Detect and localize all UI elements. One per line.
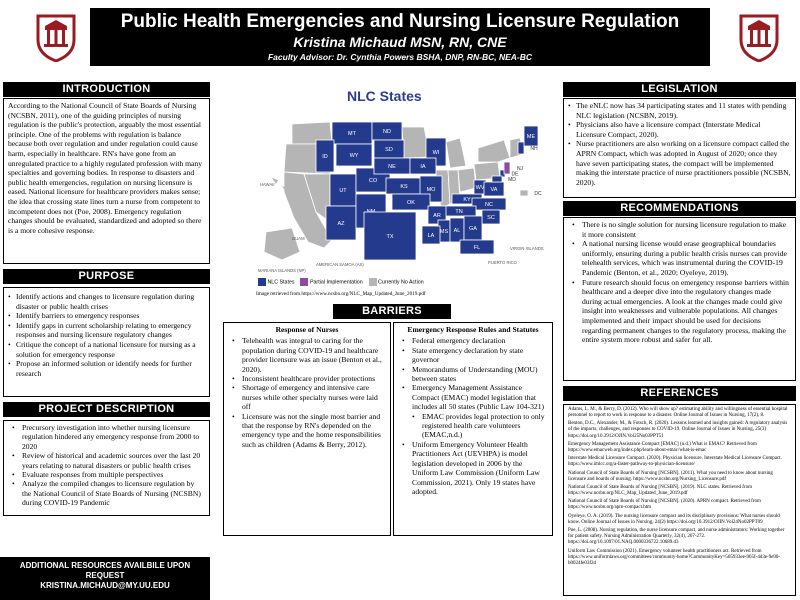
legend-swatch-partial [300,278,308,286]
reference-item: Adams, L. M., & Berry, D. (2012). Who will show up? estimating ability and willingness of essential hospital personnel to report to work in response to a disaster. Online Journal of Issues in Nursing, 17(2), 8. [568,407,788,419]
state-label-ia: IA [420,164,426,170]
barrier-item: • Licensure was not the single most barrier and that the response by RN's depended on the emergency type and the home responsibilities such as children (Adams & Berry, 2012). [228,412,386,450]
contact-email[interactable]: KRISTINA.MICHAUD@MY.UU.EDU [40,581,170,590]
territory-samoa: AMERICAN SAMOA (AS) [316,262,364,267]
state-ny [478,140,510,162]
purpose-item: • Identify barriers to emergency responses [8,311,205,321]
project-box [3,420,210,516]
map-title: NLC States [347,88,422,104]
state-label-wy: WY [349,153,359,159]
reference-item: Poe, L. (2008). Nursing regulation, the nurse licensure compact, and nurse administrators: Working together for patient safety. Nursing Administration Quarterly, 32(4), 267-272. https://doi.org/10.1097/01.NAQ.0000336722.10689.d3 [568,528,785,546]
state-label-nc: NC [485,202,493,208]
poster-title: Public Health Emergencies and Nursing Licensure Regulation [120,11,680,32]
state-label-mt: MT [348,131,356,137]
purpose-item: • Identify gaps in current scholarship relating to emergency responses and nursing licensure regulatory changes [8,321,205,340]
state-label-ar: AR [433,213,441,219]
project-item: • Analyze the compiled changes to licensure regulation by the National Council of State Boards of Nursing (NCSBN) during COVID-19 Pandemic [8,479,205,507]
rule-item: • State emergency declaration by state governor [398,346,548,365]
state-label-wv: WV [475,185,485,191]
university-shield-logo-right [737,12,781,62]
recommendation-item: • A national nursing license would erase geographical boundaries uniformly, ensuring during a public health crisis nurses can provide telehealth services, which was instrumental during the COVID-19 Pandemic (Benton, et al., 2020; Oyeleye, 2019). [568,239,791,277]
reference-item: Benton, D.C., Alexander, M., & Fotsch, R. (2020). Lessons learned and insights gained: A regulatory analysis of the impacts, challenges, and responses to COVID-19. Online Journal of Issues in Nursing, 25(3) https://doi.org/10.3912/OJIN.Vol25No03PPT51 [568,421,788,439]
territory-hawaii: HAWAII [260,182,275,187]
barriers-col-rules [393,322,553,536]
reference-item: Oyeleye, O. A. (2019). The nursing licensure compact and its disciplinary provisions: What nurses should know. Online Journal of Issues in Nursing, 24(2) https://doi.org/10.3912/OJIN.Vol24No02PPT09 [568,513,780,525]
barriers-col-nurses [223,322,391,536]
poster-author: Kristina Michaud MSN, RN, CNE [293,34,507,50]
reference-item: Emergency Management Assistance Compact [EMAC] (n.d.) What is EMAC? Retrieved from https://www.emacweb.org/index.php/learn-about-emac/what-is-emac [568,441,757,453]
legislation-item: • The eNLC now has 34 participating states and 11 states with pending NLC legislation (NCSBN, 2019). [568,101,791,120]
state-label-nh: NH [530,146,538,152]
state-label-va: VA [490,187,498,193]
state-label-dc: DC [534,191,542,197]
state-label-tn: TN [455,209,463,215]
us-map [252,82,548,290]
faculty-advisor: Faculty Advisor: Dr. Cynthia Powers BSHA, DNP, RN-BC, NEA-BC [267,52,532,62]
purpose-item: • Identify actions and changes to licensure regulation during disaster or public health crises [8,292,205,311]
state-label-nd: ND [383,129,391,135]
nlc-map [252,82,548,290]
state-label-co: CO [368,178,378,184]
project-heading: PROJECT DESCRIPTION [3,402,210,417]
state-label-la: LA [427,233,435,239]
reference-item: National Council of State Boards of Nursing [NCSBN]. (2020). APRN compact. Retrieved from https://www.ncsbn.org/aprn-compact.htm [568,499,761,511]
recommendation-item: • There is no single solution for nursing licensure regulation to make it more consistent [568,220,791,239]
purpose-item: • Propose an informed solution or identify needs for further research [8,359,205,378]
purpose-box [3,287,210,397]
state-label-fl: FL [473,245,481,251]
introduction-box [3,98,210,264]
state-label-ks: KS [400,184,408,190]
contact-resources: ADDITIONAL RESOURCES AVAILBILE UPON REQUEST [19,561,191,580]
reference-item: National Council of State Boards of Nursing [NCSBN]. (2011). What you need to know about nursing licensure and boards of nursing. https://www.ncsbn.org/Nursing_Licensure.pdf [568,470,773,482]
rule-item: • Emergency Management Assistance Compact (EMAC) model legislation that includes all 50 states (Public Law 104-321) [398,383,548,411]
state-dc [520,190,528,196]
purpose-item: • Critique the concept of a national licensure for nursing as a solution for emergency response [8,340,205,359]
barrier-item: • Inconsistent healthcare provider protections [228,374,386,383]
state-label-sc: SC [487,215,495,221]
state-label-al: AL [453,228,461,234]
legislation-box [563,98,796,198]
recommendation-item: • Future research should focus on emergency response barriers within healthcare and a deeper dive into the regulatory changes made during actual emergencies. A look at the changes made could give insight into weaknesses and vulnerable populations. All changes implemented and their impact should be used for decisions regarding permanent changes to the regulatory process, making the entire system more robust and safer for all. [568,278,791,345]
state-nj [504,162,510,174]
legislation-item: • Nurse practitioners are also working on a licensure compact called the APRN Compact, which was adopted in August of 2020; once they have seven participating states, the compact will be implemented making the interstate practice of nurse practitioners possible (NCSBN, 2020). [568,139,791,187]
state-label-md: MD [508,177,516,183]
territory-virgin: VIRGIN ISLANDS [510,246,544,251]
rule-item: • Uniform Emergency Volunteer Health Practitioners Act (UEVHPA) is model legislation developed in 2006 by the Uniform Law Commission (Uniform Law Commission, 2021). Only 19 states have adopted. [398,440,548,496]
state-label-ms: MS [439,229,449,235]
state-label-id: ID [322,154,328,160]
legend-none: Currently No Action [378,279,424,286]
barriers-col2-heading: Emergency Response Rules and Statutes [407,325,539,334]
legend-partial: Partial Implementation [309,279,363,286]
legend-nlc: NLC States [267,279,295,286]
project-item: • Evaluate responses from multiple perspectives [8,470,205,479]
state-label-ut: UT [339,188,347,194]
title-band [90,8,710,66]
project-item: • Precursory investigation into whether nursing licensure regulation hindered any emergency response from 2000 to 2020 [8,423,205,451]
references-box [563,404,796,596]
references-heading: REFERENCES [563,386,796,401]
state-md [492,176,502,182]
state-label-az: AZ [337,221,345,227]
state-label-ok: OK [407,200,415,206]
rule-subitem: • EMAC provides legal protection to only registered health care volunteers (EMAC,n.d.) [398,412,548,440]
legend-swatch-nlc [258,278,266,286]
project-item: • Review of historical and academic sources over the last 20 years relating to natural disasters or public health crises [8,451,205,470]
rule-item: • Federal emergency declaration [398,336,548,345]
legislation-heading: LEGISLATION [563,82,796,97]
reference-item: National Council of State Boards of Nursing [NCSBN]. (2019). NLC states. Retrieved from https://www.ncsbn.org/NLC_Map_Updated_June_2019.pdf [568,484,752,497]
territory-mariana: MARIANA ISLANDS (NP) [258,268,306,273]
state-label-sd: SD [385,147,393,153]
state-label-mo: MO [426,187,436,193]
purpose-heading: PURPOSE [3,269,210,284]
map-legend [258,278,548,286]
state-label-nj: NJ [516,166,524,172]
state-label-wi: WI [432,150,440,156]
reference-item: Uniform Law Commission (2021). Emergency volunteer health practitioners act. Retrieved from https://www.uniformlaws.org/committees/community-home?CommunityKey=565933ee-965f-4d3e-9e90-b0024fe03f2d [568,548,781,566]
map-caption: Image retrieved from https://www.ncsbn.org/NLC_Map_Updated_June_2019.pdf [256,291,426,297]
recommendations-heading: RECOMMENDATIONS [563,201,796,216]
state-label-tx: TX [386,234,394,240]
university-shield-logo [34,12,78,62]
rule-item: • Memorandums of Understanding (MOU) between states [398,365,548,384]
barriers-col1-heading: Response of Nurses [275,325,339,334]
contact-footer [0,557,210,600]
state-label-ga: GA [469,226,477,232]
barriers-heading: BARRIERS [333,304,451,319]
barrier-item: • Telehealth was integral to caring for the population during COVID-19 and healthcare provider licensure was an issue (Benton et al., 2020). [228,336,386,374]
reference-item: Interstate Medical Licensure Compact. (2020). Physician licensure. Interstate Medical Licensure Compact. https://www.imlcc.org/a-faster-pathway-to-physician-licensure/ [568,456,782,468]
introduction-heading: INTRODUCTION [3,82,210,97]
barrier-item: • Shortage of emergency and intensive care nurses while other specialty nurses were laid off [228,383,386,411]
recommendations-box [563,217,796,381]
state-mi [446,138,466,168]
legend-swatch-none [369,278,377,286]
territory-guam: GUAM [292,236,305,241]
state-ak [264,228,300,260]
state-oh [458,168,476,192]
state-label-de: DE [511,171,519,178]
introduction-text: According to the National Council of State Boards of Nursing (NCSBN, 2011), one of the guiding principles of nursing regulation is the public's protection, arguably the most essential principle. One of the problems with regulation is balance because both over regulation and under regulation could cause harm, especially in healthcare. RN's have gone from an unregulated practice to a highly regulated profession with many specialties and governing bodies. In response to disasters and public health emergencies, regulation on nursing licensure is eased. National licensure for healthcare providers makes sense; the idea that crossing state lines turn a nurse from competent to incompetent does not (Poe, 2008). Emergency regulation changes should be evaluated, standardized and adopted so there is a more cohesive response. [8,101,203,235]
state-label-ne: NE [388,164,396,170]
territory-puerto-rico: PUERTO RICO [488,260,517,265]
poster-header [0,0,800,70]
state-nh [518,142,524,154]
state-label-me: ME [526,134,536,140]
legislation-item: • Physicians also have a licensure compact (Interstate Medical Licensure Compact, 2020). [568,120,791,139]
state-label-ky: KY [463,197,471,203]
